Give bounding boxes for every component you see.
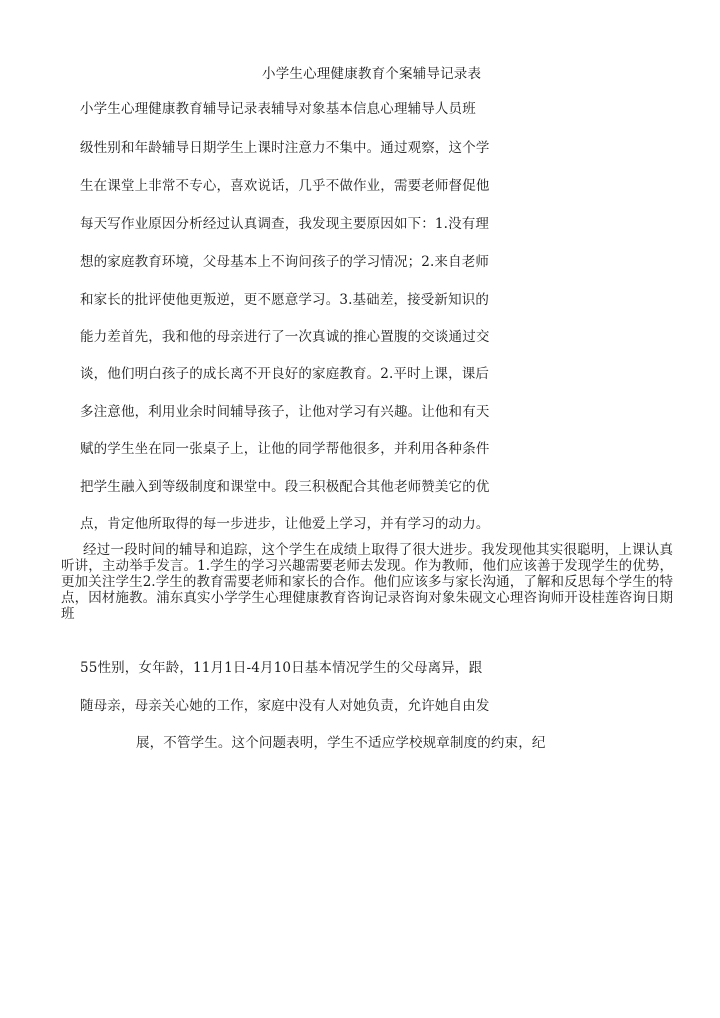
text-line: 能力差首先，我和他的母亲进行了一次真诚的推心置腹的交谈通过交 — [80, 329, 490, 345]
text-line: 赋的学生坐在同一张桌子上，让他的同学帮他很多，并利用各种条件 — [80, 441, 490, 457]
text-line: 小学生心理健康教育辅导记录表辅导对象基本信息心理辅导人员班 — [80, 101, 476, 117]
text-line: 55性别，女年龄，11月1日-4月10日基本情况学生的父母离异，跟 — [80, 660, 483, 676]
text-line: 和家长的批评使他更叛逆，更不愿意学习。3.基础差，接受新知识的 — [80, 292, 490, 308]
text-line: 随母亲，母亲关心她的工作，家庭中没有人对她负责，允许她自由发 — [80, 698, 490, 714]
text-line-indented: 展，不管学生。这个问题表明，学生不适应学校规章制度的约束，纪 — [136, 735, 546, 751]
text-line: 生在课堂上非常不专心，喜欢说话，几乎不做作业，需要老师督促他 — [80, 178, 490, 194]
text-line: 谈，他们明白孩子的成长离不开良好的家庭教育。2.平时上课，课后 — [80, 366, 490, 382]
text-line: 每天写作业原因分析经过认真调查，我发现主要原因如下：1.没有理 — [80, 216, 490, 232]
text-line: 级性别和年龄辅导日期学生上课时注意力不集中。通过观察，这个学 — [80, 140, 490, 156]
body-paragraph: 经过一段时间的辅导和追踪，这个学生在成绩上取得了很大进步。我发现他其实很聪明，上课认真听讲，主动举手发言。1.学生的学习兴趣需要老师去发现。作为教师，他们应该善于发现学生的优势，更加关注学生2.学生的教育需要老师和家长的合作。他们应该多与家长沟通，了解和反思每个学生的特点，因材施教。浦东真实小学学生心理健康教育咨询记录咨询对象朱砚文心理咨询师开设桂莲咨询日期班 — [61, 542, 673, 622]
text-line: 多注意他，利用业余时间辅导孩子，让他对学习有兴趣。让他和有天 — [80, 404, 490, 420]
text-line: 点，肯定他所取得的每一步进步，让他爱上学习，并有学习的动力。 — [80, 516, 490, 532]
text-line: 把学生融入到等级制度和课堂中。段三积极配合其他老师赞美它的优 — [80, 479, 490, 495]
text-line: 想的家庭教育环境，父母基本上不询问孩子的学习情况；2.来自老师 — [80, 254, 490, 270]
document-title: 小学生心理健康教育个案辅导记录表 — [262, 66, 482, 82]
